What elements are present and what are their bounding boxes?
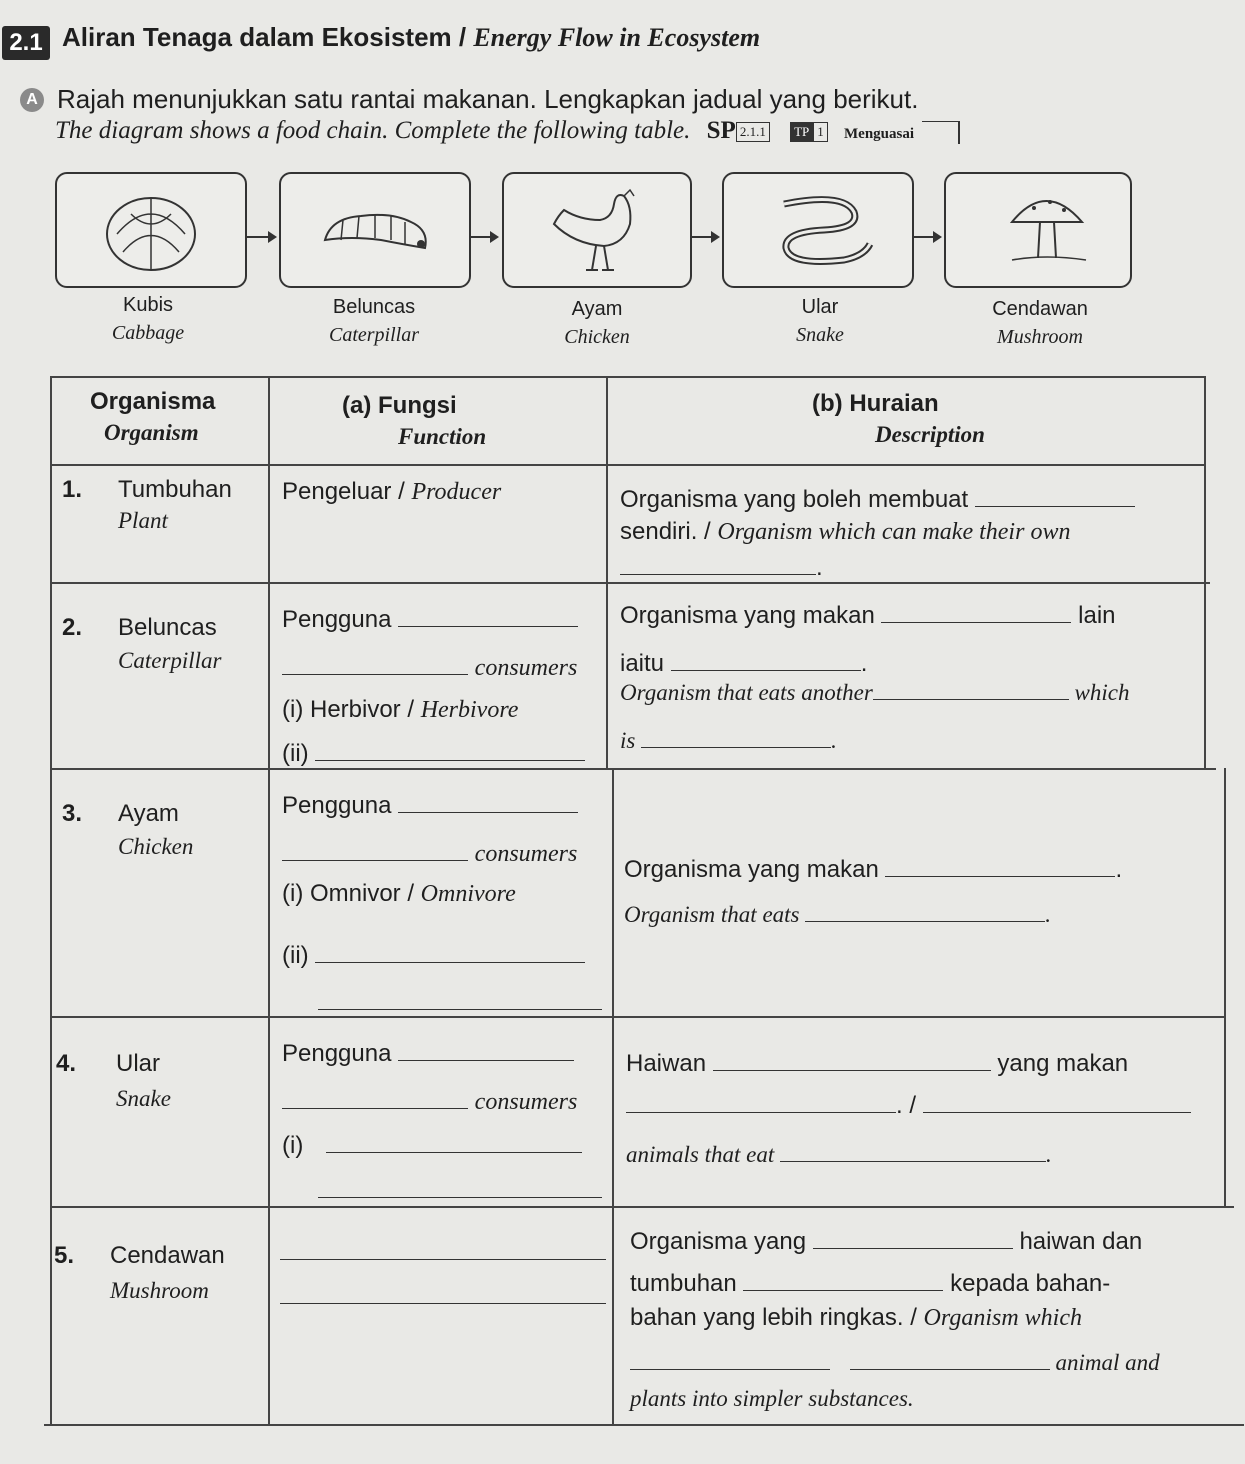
- answer-blank[interactable]: [641, 746, 831, 748]
- table-border: [52, 464, 1206, 466]
- title-malay: Aliran Tenaga dalam Ekosistem /: [62, 22, 467, 52]
- description-line: [620, 486, 1135, 514]
- function-text: [282, 478, 501, 506]
- description-line: [620, 680, 1130, 706]
- description-text-en: .: [1045, 902, 1051, 927]
- answer-blank[interactable]: [326, 1151, 582, 1153]
- table-border: [44, 1424, 1244, 1426]
- header-function-ms: (a) Fungsi: [342, 392, 457, 419]
- description-line: [626, 1092, 1191, 1120]
- chain-arrow: [912, 236, 940, 238]
- organism-name-en: Snake: [116, 1086, 171, 1111]
- table-border: [50, 376, 52, 1424]
- table-border: [52, 582, 1210, 584]
- function-text-en: consumers: [474, 655, 578, 681]
- description-text-en: .: [1045, 1142, 1052, 1167]
- description-text: bahan yang lebih ringkas. /: [630, 1304, 917, 1331]
- description-text: Haiwan: [626, 1050, 707, 1077]
- function-text: (ii): [282, 942, 309, 969]
- description-text: .: [860, 650, 868, 677]
- function-text-en: consumers: [474, 1089, 578, 1115]
- description-line: [626, 1142, 1052, 1168]
- function-line: [282, 1088, 577, 1116]
- answer-blank[interactable]: [881, 621, 1071, 623]
- answer-blank[interactable]: [620, 573, 816, 575]
- answer-blank[interactable]: [626, 1111, 896, 1113]
- description-line: [624, 902, 1051, 928]
- description-text: haiwan dan: [1019, 1228, 1143, 1255]
- organism-name-ms: Beluncas: [118, 614, 217, 641]
- answer-blank[interactable]: [713, 1069, 991, 1071]
- chain-label-en: Caterpillar: [328, 324, 419, 346]
- function-text: (i): [282, 1132, 304, 1159]
- caterpillar-icon: [281, 174, 469, 286]
- mushroom-icon: [946, 174, 1130, 286]
- chain-label-en: Snake: [796, 324, 844, 346]
- chain-label-ms: Beluncas: [332, 296, 416, 318]
- answer-blank[interactable]: [315, 961, 585, 963]
- chain-arrow: [469, 236, 497, 238]
- function-line: [282, 740, 585, 768]
- description-text: Organisma yang makan: [624, 856, 879, 883]
- chain-label-en: Cabbage: [111, 322, 185, 344]
- row-number: 1.: [62, 476, 83, 503]
- description-text-en: .: [831, 728, 837, 753]
- answer-blank[interactable]: [805, 920, 1045, 922]
- answer-blank[interactable]: [850, 1368, 1050, 1370]
- sp-label: SP: [706, 117, 736, 144]
- description-line: [630, 1270, 1110, 1298]
- organism-name-en: Chicken: [118, 834, 194, 859]
- answer-blank[interactable]: [923, 1111, 1191, 1113]
- function-line: [282, 696, 518, 724]
- description-text: Organisma yang: [630, 1228, 807, 1255]
- row-number: 3.: [62, 800, 83, 827]
- answer-blank[interactable]: [885, 875, 1115, 877]
- description-text-en: Organism which: [923, 1305, 1082, 1331]
- function-line: [282, 942, 585, 970]
- row-number: 4.: [56, 1050, 77, 1077]
- chain-arrow: [690, 236, 718, 238]
- answer-blank[interactable]: [780, 1160, 1046, 1162]
- function-line: [282, 880, 516, 908]
- description-line: [620, 602, 1116, 630]
- answer-blank[interactable]: [873, 698, 1069, 700]
- description-text-en: is: [620, 728, 636, 753]
- description-line: [630, 1228, 1142, 1256]
- table-border: [1224, 768, 1226, 1208]
- description-line: [620, 728, 837, 754]
- description-line: [620, 650, 867, 678]
- title-english: Energy Flow in Ecosystem: [473, 23, 761, 52]
- function-en: Producer: [411, 479, 502, 505]
- organism-name-en: Caterpillar: [118, 648, 222, 673]
- answer-blank[interactable]: [671, 669, 861, 671]
- function-line: [282, 792, 578, 820]
- question-text-english: [55, 117, 960, 145]
- answer-blank[interactable]: [280, 1302, 606, 1304]
- organism-name-en: Plant: [118, 508, 168, 533]
- chain-label-ms: Ayam: [571, 298, 623, 320]
- question-marker: A: [20, 88, 44, 112]
- table-border: [52, 768, 1216, 770]
- mastery-checkbox[interactable]: [922, 121, 960, 144]
- description-text-en: animals that eat: [626, 1142, 775, 1167]
- description-line: [626, 1050, 1128, 1078]
- function-text: (ii): [282, 740, 309, 767]
- description-text: tumbuhan: [630, 1270, 737, 1297]
- description-text-en: Organism which can make their own: [717, 519, 1071, 545]
- function-text: (i) Herbivor /: [282, 696, 415, 723]
- function-text-en: consumers: [474, 841, 578, 867]
- header-description-ms: (b) Huraian: [812, 390, 939, 417]
- answer-blank[interactable]: [318, 1008, 602, 1010]
- page-title: [62, 22, 760, 53]
- description-text: sendiri. /: [620, 518, 711, 545]
- tp-label-tag: TP: [790, 122, 813, 142]
- description-line: [630, 1304, 1082, 1332]
- table-border: [606, 376, 608, 768]
- organism-name-en: Mushroom: [110, 1278, 209, 1303]
- function-line: [282, 606, 578, 634]
- answer-blank[interactable]: [315, 759, 585, 761]
- answer-blank[interactable]: [280, 1258, 606, 1260]
- description-text: lain: [1078, 602, 1116, 629]
- answer-blank[interactable]: [743, 1289, 943, 1291]
- chicken-icon: [504, 174, 690, 286]
- answer-blank[interactable]: [630, 1368, 830, 1370]
- table-border: [52, 1206, 1234, 1208]
- food-chain-card-caterpillar: [279, 172, 471, 288]
- chain-label-en: Mushroom: [997, 326, 1083, 348]
- answer-blank[interactable]: [318, 1196, 602, 1198]
- function-line: [282, 840, 577, 868]
- table-border: [268, 376, 270, 1424]
- answer-blank[interactable]: [282, 859, 468, 861]
- section-badge: 2.1: [2, 26, 50, 60]
- answer-blank[interactable]: [398, 811, 578, 813]
- answer-blank[interactable]: [398, 625, 578, 627]
- header-organism-en: Organism: [104, 420, 199, 445]
- table-border: [612, 768, 614, 1424]
- table-border: [1204, 376, 1206, 768]
- question-english: The diagram shows a food chain. Complete the following table.: [55, 117, 691, 144]
- function-line: [282, 1132, 582, 1160]
- description-line: [620, 518, 1070, 546]
- description-text: iaitu: [620, 650, 665, 677]
- food-chain-card-cabbage: [55, 172, 247, 288]
- description-text: yang makan: [997, 1050, 1129, 1077]
- answer-blank[interactable]: [975, 505, 1135, 507]
- function-text: (i) Omnivor /: [282, 880, 414, 907]
- function-text: Pengguna: [282, 606, 392, 633]
- snake-icon: [724, 174, 912, 286]
- table-border: [52, 1016, 1226, 1018]
- question-text-malay: Rajah menunjukkan satu rantai makanan. Lengkapkan jadual yang berikut.: [57, 84, 919, 114]
- organism-name-ms: Tumbuhan: [118, 476, 232, 503]
- row-number: 2.: [62, 614, 83, 641]
- description-line: [624, 856, 1122, 884]
- answer-blank[interactable]: [813, 1247, 1013, 1249]
- cabbage-icon: [57, 174, 245, 286]
- description-text: .: [816, 554, 823, 581]
- description-text-en: Organism that eats another: [620, 680, 873, 705]
- description-text: Organisma yang makan: [620, 602, 875, 629]
- mastery-label: Menguasai: [844, 126, 915, 142]
- function-text: Pengguna: [282, 1040, 392, 1067]
- chain-label-ms: Ular: [801, 296, 839, 318]
- organism-name-ms: Ular: [116, 1050, 161, 1077]
- organism-name-ms: Ayam: [118, 800, 179, 827]
- description-text-en: which: [1074, 680, 1130, 705]
- description-text: . /: [896, 1092, 917, 1119]
- description-text-en: animal and: [1055, 1350, 1160, 1375]
- answer-blank[interactable]: [398, 1059, 574, 1061]
- chain-label-ms: Cendawan: [992, 298, 1088, 320]
- description-text: .: [1115, 856, 1123, 883]
- food-chain-card-chicken: [502, 172, 692, 288]
- description-line: plants into simpler substances.: [630, 1386, 914, 1411]
- description-line: [630, 1350, 1160, 1376]
- function-text: Pengguna: [282, 792, 392, 819]
- food-chain-card-mushroom: [944, 172, 1132, 288]
- description-text-en: Organism that eats: [624, 902, 800, 927]
- answer-blank[interactable]: [282, 673, 468, 675]
- tp-value-tag: 1: [813, 122, 828, 142]
- food-chain-card-snake: [722, 172, 914, 288]
- description-text: kepada bahan-: [950, 1270, 1111, 1297]
- organism-name-ms: Cendawan: [110, 1242, 225, 1269]
- header-function-en: Function: [398, 424, 487, 449]
- function-text-en: Omnivore: [420, 881, 516, 907]
- function-text-en: Herbivore: [420, 697, 519, 723]
- function-ms: Pengeluar /: [282, 478, 405, 505]
- function-line: [282, 654, 577, 682]
- description-line: [620, 554, 823, 582]
- header-organism-ms: Organisma: [90, 388, 216, 415]
- description-text: Organisma yang boleh membuat: [620, 486, 969, 513]
- row-number: 5.: [54, 1242, 75, 1269]
- table-border: [52, 376, 1204, 378]
- function-line: [282, 1040, 574, 1068]
- chain-label-en: Chicken: [564, 326, 630, 348]
- sp-code-tag: 2.1.1: [736, 122, 770, 142]
- chain-arrow: [245, 236, 275, 238]
- header-description-en: Description: [875, 422, 985, 447]
- answer-blank[interactable]: [282, 1107, 468, 1109]
- chain-label-ms: Kubis: [122, 294, 174, 316]
